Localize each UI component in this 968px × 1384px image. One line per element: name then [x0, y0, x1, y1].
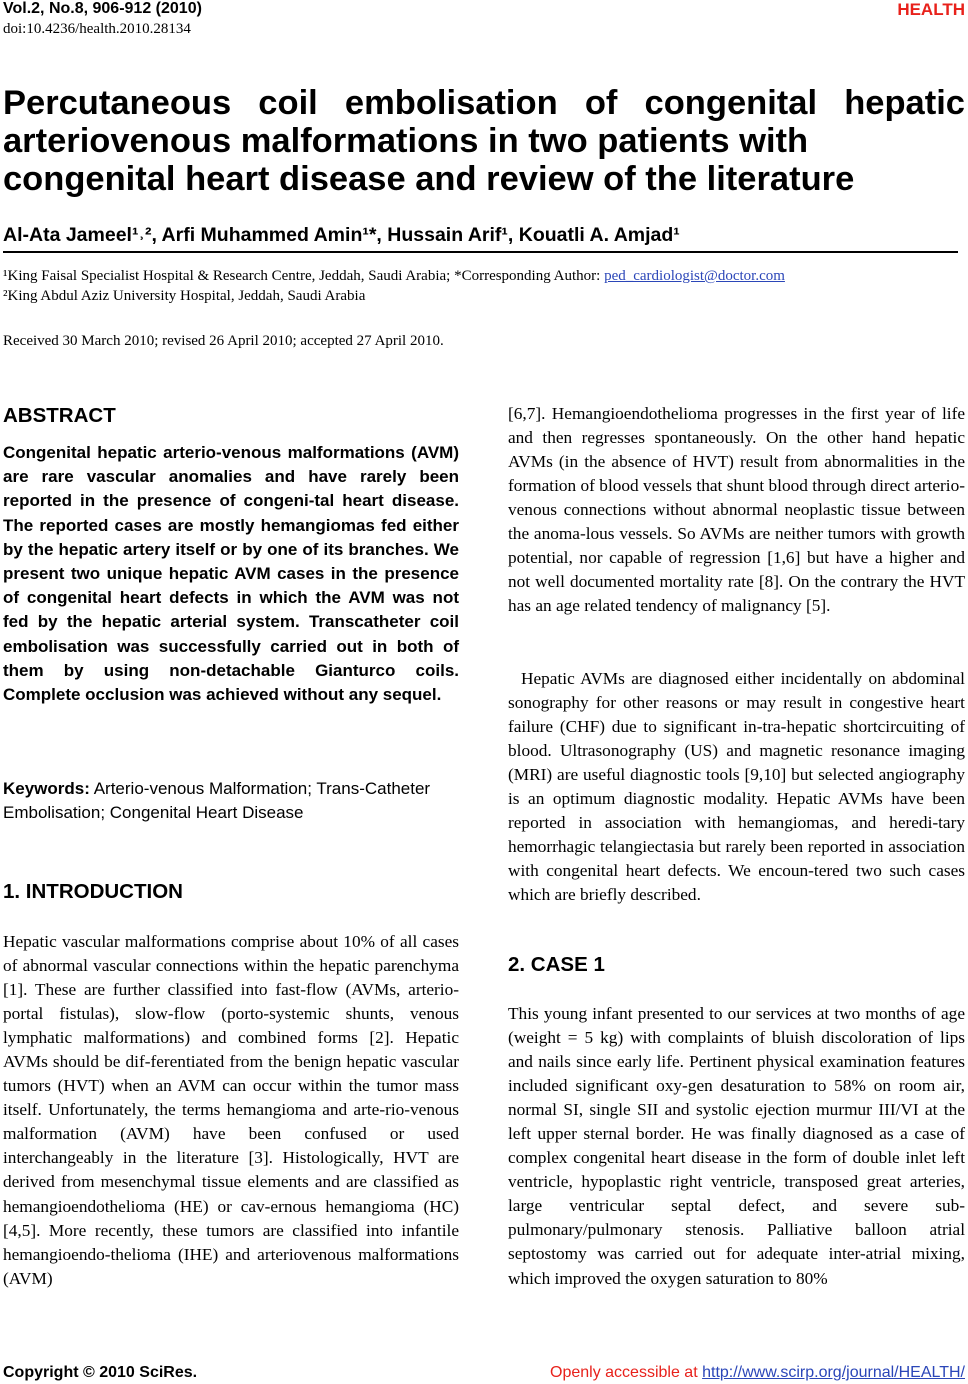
copyright: Copyright © 2010 SciRes. — [3, 1364, 198, 1381]
case-heading: 2. CASE 1 — [508, 953, 605, 976]
author-list: Al-Ata Jameel¹˒², Arfi Muhammed Amin¹*, Hussain Arif¹, Kouatli A. Amjad¹ — [3, 224, 680, 246]
body-paragraph-1: [6,7]. Hemangioendothelioma progresses in the first year of life and then regresses spontaneously. On the other hand hepatic AVMs (in the absence of HVT) result from abnormalities in the formation of blood vessels that shunt blood through direct arterio-venous connections without abnormal neoplastic tissue between the anoma-lous vessels. So AVMs are neither tumors with growth potential, nor capable of regression [1,6] but have a higher and not well documented mortality rate [8]. On the contrary the HVT has an age related tendency of malignancy [5]. — [508, 404, 965, 616]
title-line-2: arteriovenous malformations in two patients with — [3, 122, 809, 160]
abstract-text: Congenital hepatic arterio-venous malformations (AVM) are rare vascular anomalies and have rarely been reported in the presence of congeni-tal heart disease. The reported cases are mostly hemangiomas fed either by the hepatic artery itself or by one of its branches. We present two unique hepatic AVM cases in the presence of congenital heart defects in which the AVM was not fed by the hepatic arterial system. Transcatheter coil embolisation was successfully carried out in both of them by using non-detachable Gianturco coils. Complete occlusion was achieved without any sequel. — [3, 443, 459, 705]
corresponding-email-link[interactable]: ped_cardiologist@doctor.com — [604, 268, 785, 284]
journal-url-link[interactable]: http://www.scirp.org/journal/HEALTH/ — [702, 1364, 965, 1381]
abstract-heading: ABSTRACT — [3, 404, 116, 427]
case-paragraph: This young infant presented to our services at two months of age (weight = 5 kg) with complaints of bluish discoloration of lips and nails since early life. Pertinent physical examination features included significant oxy-gen desaturation to 58% on room air, normal SI, single SII and systolic ejection murmur III/VI at the left upper sternal border. He was finally diagnosed as a case of complex congenital heart disease in the form of double inlet left ventricle, hypoplastic right ventricle, transposed great arteries, large ventricular septal defect, and severe sub-pulmonary/pulmonary stenosis. Palliative balloon atrial septostomy was carried out for adequate inter-atrial mixing, which improved the oxygen saturation to 80% — [508, 1004, 965, 1288]
access-note — [550, 1364, 965, 1382]
affiliation-1-text: ¹King Faisal Specialist Hospital & Research Centre, Jeddah, Saudi Arabia; *Corresponding Author: — [3, 268, 605, 284]
journal-doi: doi:10.4236/health.2010.28134 — [3, 21, 191, 37]
keywords — [3, 777, 459, 824]
received-dates: Received 30 March 2010; revised 26 April 2010; accepted 27 April 2010. — [3, 333, 444, 349]
body-paragraph-2: Hepatic AVMs are diagnosed either incidentally on abdominal sonography for other reasons or may result in congestive heart failure (CHF) due to significant in-tra-hepatic shortcircuiting of blood. Ultrasonography (US) and magnetic resonance imaging (MRI) are useful diagnostic tools [9,10] but selected angiography is an optimum diagnostic modality. Hepatic AVMs have been reported in association with hemangiomas, and heredi-tary hemorrhagic telangiectasia but rarely been reported in association with congenital heart defects. We encoun-tered two such cases which are briefly described. — [508, 669, 965, 905]
introduction-paragraph: Hepatic vascular malformations comprise about 10% of all cases of abnormal vascular connections within the hepatic parenchyma [1]. These are further classified into fast-flow (AVMs, arterio-portal fistulas), slow-flow (porto-systemic shunts, venous lymphatic malformations) and combined forms [2]. Hepatic AVMs should be dif-ferentiated from the benign hepatic vascular tumors (HVT) when an AVM can occur within the tumor mass itself. Unfortunately, the terms hemangioma and arte-rio-venous malformation (AVM) have been confused or used interchangeably in the literature [3]. Histologically, HVT are derived from mesenchymal tissue elements and are classified as hemangioendothelioma (HE) or cav-ernous hemangioma (HC) [4,5]. More recently, these tumors are classified into infantile hemangioendo-thelioma (IHE) and arteriovenous malformations (AVM) — [3, 932, 459, 1288]
keywords-list: Arterio-venous Malformation; Trans-Catheter Embolisation; Congenital Heart Disease — [3, 779, 431, 822]
journal-name: HEALTH — [897, 0, 965, 19]
keywords-label: Keywords: — [3, 779, 90, 798]
author-divider — [3, 251, 958, 253]
introduction-heading: 1. INTRODUCTION — [3, 880, 183, 903]
title-line-3: congenital heart disease and review of the literature — [3, 160, 855, 198]
affiliation-2: ²King Abdul Aziz University Hospital, Jeddah, Saudi Arabia — [3, 288, 366, 304]
title-line-1: Percutaneous coil embolisation of congenital hepatic — [3, 84, 965, 122]
journal-volume: Vol.2, No.8, 906-912 (2010) — [3, 0, 202, 17]
article-title — [3, 84, 965, 198]
access-text: Openly accessible at — [550, 1364, 703, 1381]
affiliation-1 — [3, 268, 785, 285]
